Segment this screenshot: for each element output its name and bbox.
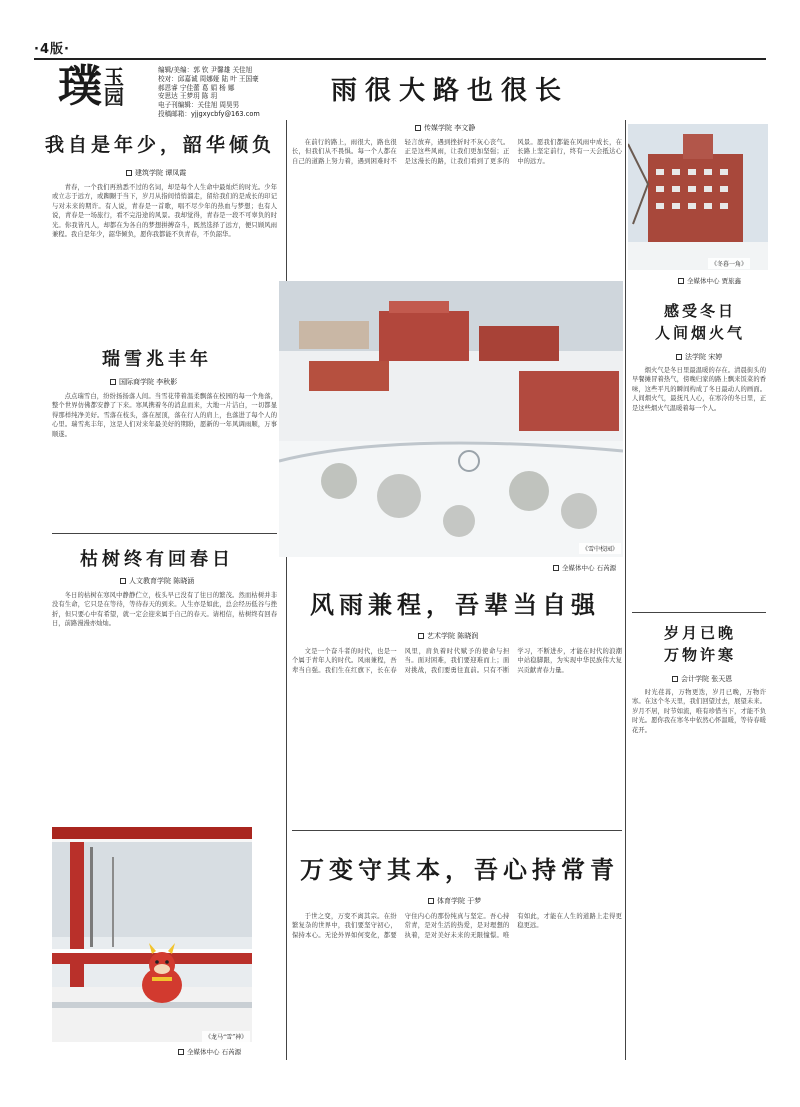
brand-main: 璞	[58, 61, 102, 112]
photo-credit: 全媒体中心 石芮源	[553, 563, 616, 572]
editor-line: 安思达 王梦玥 陈 玥	[158, 92, 218, 101]
article-byline: 建筑学院 谭凤霞	[126, 168, 186, 178]
author-icon	[126, 170, 132, 176]
article-byline: 艺术学院 陈晓润	[418, 631, 478, 641]
author-icon	[418, 633, 424, 639]
article-title: 岁月已晚	[663, 624, 736, 642]
editor-line: 电子刊编辑：关佳旭 周昊男	[158, 101, 240, 110]
editor-line: 郝恩睿 宁佳蕾 葛 娟 杨 娜	[158, 83, 235, 92]
author-icon	[415, 125, 421, 131]
photo-credit: 全媒体中心 贾旅鑫	[678, 276, 741, 285]
article-title: 感受冬日	[663, 302, 736, 320]
article-body: 时光荏苒，万物更迭，岁月已晚，万物许寒。在这个冬天里，我们回望过去，展望未来。岁月不居，时节如流，唯有珍惜当下，才能不负时光。愿你我在寒冬中依然心怀温暖，等待春暖花开。	[632, 689, 766, 734]
photo-title: 《冬暮一角》	[708, 258, 750, 269]
article-title: 瑞雪兆丰年	[102, 349, 212, 370]
column-divider	[286, 120, 287, 1060]
snow-campus-photo	[279, 281, 623, 557]
article-body: 点点瑞雪白，纷纷扬扬落人间。当雪花带着温柔飘落在校园的每一个角落，整个世界仿佛都安静了下来。寒风携着冬的消息而来，大地一片洁白，一切都显得那样纯净美好。雪落在枝头，落在屋顶，落在行人的肩上，也落进了每个人的心里。瑞雪兆丰年，这是人们对来年最美好的期盼，愿新的一年风调雨顺，万事顺遂。	[52, 393, 277, 438]
divider	[632, 612, 766, 613]
photo-credit: 全媒体中心 石芮源	[178, 1047, 241, 1056]
building-photo	[628, 124, 768, 270]
photo-title: 《龙马“雪”神》	[202, 1031, 250, 1042]
column-divider	[625, 120, 626, 1060]
editor-line: 投稿邮箱：yjjgxycbfy@163.com	[158, 109, 260, 118]
article-title: 万变守其本，吾心持常青	[300, 855, 619, 884]
article-byline: 法学院 宋婷	[676, 352, 722, 362]
article-title: 枯树终有回春日	[80, 549, 234, 570]
masthead-rule	[34, 58, 766, 60]
article-byline: 国际商学院 李秋影	[110, 377, 177, 387]
article-byline: 会计学院 张天恩	[672, 674, 732, 684]
article-body: 文是一个奋斗者的时代，也是一个属于青年人的时代。风雨兼程，吾辈当自强。我们生在红旗下，长在春风里，肩负着时代赋予的使命与担当。面对困难，我们要迎难而上；面对挑战，我们要勇往直前。只有不断学习，不断进步，才能在时代的浪潮中站稳脚跟，为实现中华民族伟大复兴贡献青春力量。	[292, 648, 622, 674]
camera-icon	[178, 1049, 184, 1055]
article-title-line2: 万物许寒	[663, 646, 736, 664]
author-icon	[120, 578, 126, 584]
editor-line: 编辑/美编：郭 钦 尹馨雄 关佳旭	[158, 66, 253, 74]
author-icon	[672, 676, 678, 682]
photo-title: 《雪中校园》	[579, 543, 621, 554]
article-title-line2: 人间烟火气	[654, 324, 745, 342]
brand-bottom: 园	[104, 85, 124, 109]
divider	[52, 533, 277, 534]
author-icon	[110, 379, 116, 385]
author-icon	[676, 354, 682, 360]
article-byline: 人文教育学院 陈晓涵	[120, 576, 194, 586]
editor-line: 校对：邱嘉诚 周娜娅 陆 叶 王国豪	[158, 74, 259, 83]
camera-icon	[678, 278, 684, 284]
article-body: 冬日的枯树在寒风中静静伫立，枝头早已没有了往日的繁茂。然而枯树并非没有生命，它只是在等待，等待春天的到来。人生亦是如此，总会经历低谷与挫折，但只要心中有希望，就一定会迎来属于自己的春天。请相信，枯树终有回春日，前路漫漫亦灿灿。	[52, 592, 277, 628]
column-brand	[58, 61, 124, 112]
divider	[292, 830, 622, 831]
article-title: 我自是年少，韶华倾负	[44, 134, 275, 156]
article-byline: 体育学院 于梦	[428, 896, 481, 906]
article-title: 雨很大路也很长	[330, 76, 569, 106]
page-number: ·4版·	[34, 42, 70, 57]
camera-icon	[553, 565, 559, 571]
article-body: 青春，一个我们再熟悉不过的名词，却是每个人生命中最灿烂的时光。少年或立志于远方，或踟蹰于当下，岁月从指间悄悄溜走，留给我们的是成长的印记与对未来的期许。有人说，青春是一首歌，唱不尽少年的热血与梦想；也有人说，青春是一场旅行，看不完沿途的风景。我却觉得，青春是一段不可辜负的时光。你我皆凡人，却都在为各自的梦想拼搏奋斗，既然选择了远方，便只顾风雨兼程。我自是年少，韶华倾负，愿你我都能不负青春，不负韶华。	[52, 184, 277, 239]
brand-top: 玉	[104, 65, 124, 89]
article-body: 在前行的路上，雨很大，路也很长，但我们从不畏惧。每一个人都在自己的道路上努力着，遇到困难时不轻言放弃，遇到挫折时不灰心丧气。正是这些风雨，让我们更加坚强；正是这漫长的路，让我们看到了更多的风景。愿我们都能在风雨中成长，在长路上坚定前行，终有一天会抵达心中的远方。	[292, 139, 622, 165]
article-body: 于世之变，万变不离其宗。在纷繁复杂的世界中，我们要坚守初心，保持本心。无论外界如何变化，都要守住内心的那份纯真与坚定。吾心持常青，是对生活的热爱，是对理想的执着，是对美好未来的无限憧憬。唯有如此，才能在人生的道路上走得更稳更远。	[292, 913, 622, 939]
author-icon	[428, 898, 434, 904]
article-byline: 传媒学院 李文静	[415, 123, 475, 133]
article-body: 烟火气是冬日里最温暖的存在。清晨街头的早餐摊冒着热气，傍晚归家的路上飘来饭菜的香味，这些平凡的瞬间构成了冬日最动人的画面。人间烟火气，最抚凡人心，在寒冷的冬日里，正是这些烟火气温暖着每一个人。	[632, 367, 766, 412]
article-title: 风雨兼程，吾辈当自强	[310, 590, 600, 619]
mascot-snow-photo	[52, 827, 252, 1042]
